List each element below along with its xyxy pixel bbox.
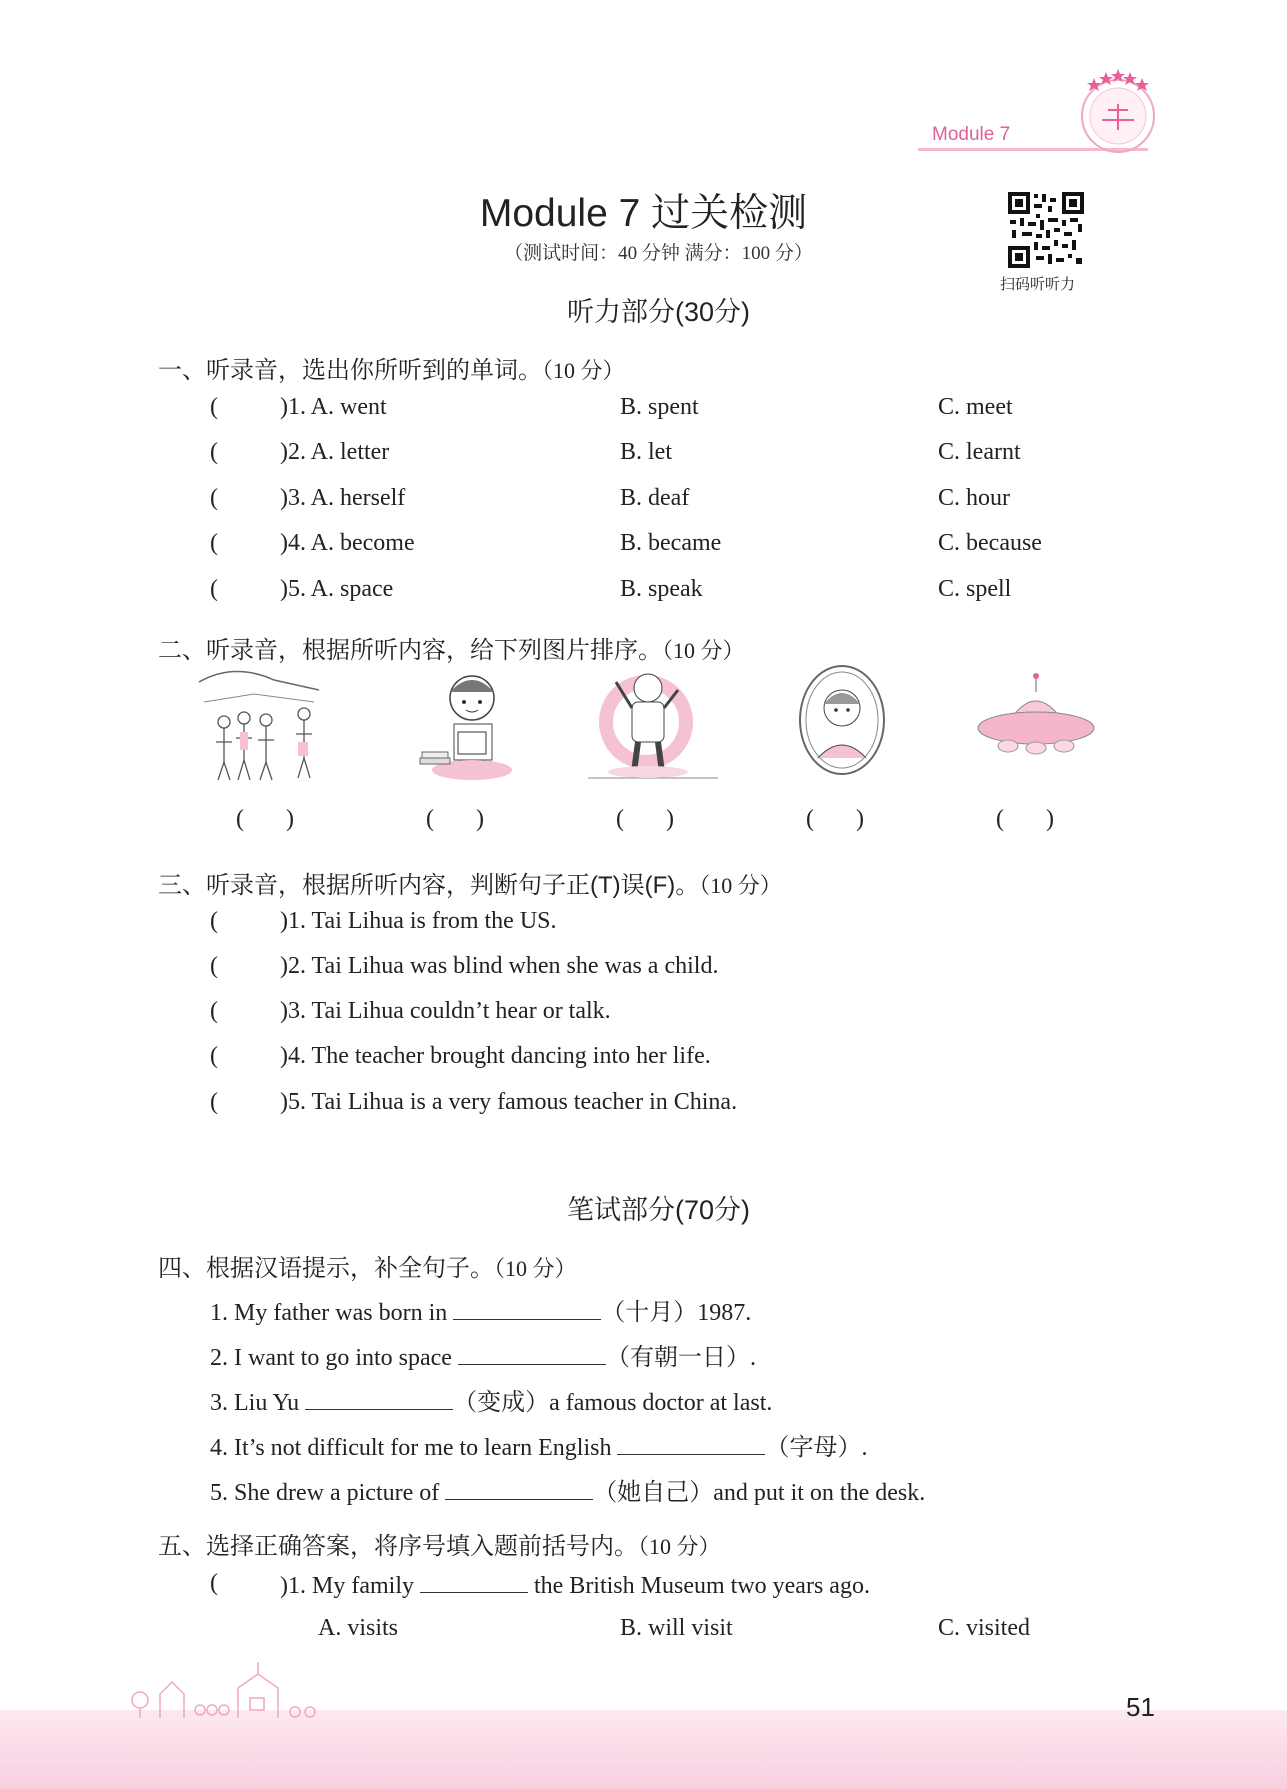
option-c: C. visited xyxy=(938,1615,1031,1641)
option-b: B. became xyxy=(620,530,722,556)
option-a: A. visits xyxy=(318,1615,399,1641)
test-duration-score: （测试时间：40 分钟 满分：100 分） xyxy=(504,243,813,264)
question-4-title: 四、根据汉语提示，补全句子。 xyxy=(158,1255,494,1282)
brand-badge-icon xyxy=(1072,64,1164,156)
option-a: )5. A. space xyxy=(280,576,394,602)
answer-bracket[interactable]: ( xyxy=(210,908,218,934)
statement-text: )2. Tai Lihua was blind when she was a child. xyxy=(280,953,719,979)
list-item xyxy=(0,576,1287,606)
crowd-at-airport-picture xyxy=(194,662,324,784)
chinese-hint: （有朝一日） xyxy=(605,1345,750,1371)
question-4-heading xyxy=(158,1248,577,1283)
listening-section-heading: 听力部分(30分) xyxy=(566,297,750,327)
option-c: C. because xyxy=(938,530,1042,556)
question-1-title: 一、听录音，选出你所听到的单词。 xyxy=(158,357,542,384)
answer-bracket[interactable]: ( ) xyxy=(426,806,484,832)
options-row xyxy=(0,1615,1287,1645)
fill-blank[interactable] xyxy=(445,1477,593,1500)
chinese-hint: （她自己） xyxy=(593,1480,714,1506)
fill-blank[interactable] xyxy=(420,1570,528,1593)
list-item xyxy=(0,998,1287,1028)
sentence-prefix: )1. My family xyxy=(280,1573,420,1599)
sentence-prefix: 4. It’s not difficult for me to learn English xyxy=(210,1435,618,1461)
option-a: )1. A. went xyxy=(280,394,387,420)
answer-bracket[interactable]: ( ) xyxy=(806,806,864,832)
question-4-score: （10 分） xyxy=(494,1256,577,1281)
answer-bracket[interactable]: ( ) xyxy=(236,806,294,832)
writing-section-heading: 笔试部分(70分) xyxy=(566,1195,750,1225)
question-3-heading xyxy=(158,865,782,900)
answer-bracket[interactable]: ( xyxy=(210,998,218,1024)
sentence-suffix: and put it on the desk. xyxy=(713,1480,926,1506)
page-title: Module 7 过关检测 xyxy=(479,192,808,235)
footer-band xyxy=(0,1710,1287,1789)
statement-text: )3. Tai Lihua couldn’t hear or talk. xyxy=(280,998,611,1024)
fill-blank[interactable] xyxy=(453,1297,601,1320)
fill-blank[interactable] xyxy=(458,1342,606,1365)
option-b: B. deaf xyxy=(620,485,690,511)
list-item xyxy=(210,1472,925,1507)
answer-bracket[interactable]: ( xyxy=(210,953,218,979)
answer-bracket[interactable]: ( xyxy=(210,439,218,465)
chinese-hint: （变成） xyxy=(453,1390,550,1416)
qr-code-label: 扫码听听力 xyxy=(1000,276,1076,293)
list-item xyxy=(0,953,1287,983)
option-c: C. spell xyxy=(938,576,1012,602)
question-3-score: （10 分） xyxy=(699,873,782,898)
sentence-prefix: 3. Liu Yu xyxy=(210,1390,306,1416)
statement-text: )4. The teacher brought dancing into her life. xyxy=(280,1043,711,1069)
option-b: B. let xyxy=(620,439,672,465)
list-item xyxy=(210,1382,772,1417)
qr-code-icon[interactable] xyxy=(1006,190,1086,270)
question-2-heading xyxy=(158,630,745,665)
option-b: B. spent xyxy=(620,394,699,420)
boy-reading-book-picture xyxy=(410,662,540,784)
option-c: C. hour xyxy=(938,485,1010,511)
list-item xyxy=(0,394,1287,424)
ufo-picture xyxy=(968,662,1098,784)
answer-bracket[interactable]: ( xyxy=(210,485,218,511)
fill-blank[interactable] xyxy=(617,1432,765,1455)
question-1-score: （10 分） xyxy=(542,358,625,383)
question-5-title: 五、选择正确答案，将序号填入题前括号内。 xyxy=(158,1533,638,1560)
answer-bracket[interactable]: ( xyxy=(210,530,218,556)
answer-bracket[interactable]: ( ) xyxy=(616,806,674,832)
woman-portrait-picture xyxy=(778,662,908,784)
sentence-suffix: a famous doctor at last. xyxy=(549,1390,773,1416)
question-3-title: 三、听录音，根据所听内容，判断句子正(T)误(F)。 xyxy=(158,872,700,899)
list-item xyxy=(210,1427,867,1462)
house-doodle-icon xyxy=(120,1650,340,1720)
answer-bracket[interactable]: ( ) xyxy=(996,806,1054,832)
option-a: )2. A. letter xyxy=(280,439,390,465)
list-item xyxy=(0,485,1287,515)
list-item xyxy=(0,908,1287,938)
list-item xyxy=(0,530,1287,560)
sentence-suffix: . xyxy=(749,1345,756,1371)
list-item xyxy=(210,1292,751,1327)
answer-bracket[interactable]: ( xyxy=(210,1043,218,1069)
list-item xyxy=(0,1089,1287,1119)
answer-bracket[interactable]: ( xyxy=(210,576,218,602)
option-b: B. will visit xyxy=(620,1615,733,1641)
sentence-suffix: 1987. xyxy=(697,1300,752,1326)
question-2-score: （10 分） xyxy=(662,638,745,663)
question-5-heading xyxy=(158,1526,721,1561)
option-a: )3. A. herself xyxy=(280,485,406,511)
chinese-hint: （十月） xyxy=(601,1300,698,1326)
header-module-tag: Module 7 xyxy=(932,124,1011,145)
chinese-hint: （字母） xyxy=(765,1435,862,1461)
option-b: B. speak xyxy=(620,576,703,602)
statement-text: )5. Tai Lihua is a very famous teacher in China. xyxy=(280,1089,738,1115)
sentence-prefix: 2. I want to go into space xyxy=(210,1345,458,1371)
answer-bracket[interactable]: ( xyxy=(210,1570,218,1596)
page-number: 51 xyxy=(1126,1692,1155,1722)
list-item xyxy=(0,1043,1287,1073)
option-c: C. learnt xyxy=(938,439,1021,465)
statement-text: )1. Tai Lihua is from the US. xyxy=(280,908,557,934)
list-item xyxy=(210,1337,756,1372)
question-2-title: 二、听录音，根据所听内容，给下列图片排序。 xyxy=(158,637,662,664)
answer-bracket[interactable]: ( xyxy=(210,1089,218,1115)
answer-bracket[interactable]: ( xyxy=(210,394,218,420)
question-1-heading xyxy=(158,350,625,385)
fill-blank[interactable] xyxy=(305,1387,453,1410)
question-5-score: （10 分） xyxy=(638,1534,721,1559)
sentence-prefix: 5. She drew a picture of xyxy=(210,1480,446,1506)
sentence-suffix: . xyxy=(861,1435,868,1461)
list-item xyxy=(0,439,1287,469)
sentence-prefix: 1. My father was born in xyxy=(210,1300,454,1326)
option-c: C. meet xyxy=(938,394,1013,420)
sentence-suffix: the British Museum two years ago. xyxy=(527,1573,870,1599)
astronaut-picture xyxy=(588,662,718,784)
list-item xyxy=(0,1570,1287,1600)
option-a: )4. A. become xyxy=(280,530,415,556)
